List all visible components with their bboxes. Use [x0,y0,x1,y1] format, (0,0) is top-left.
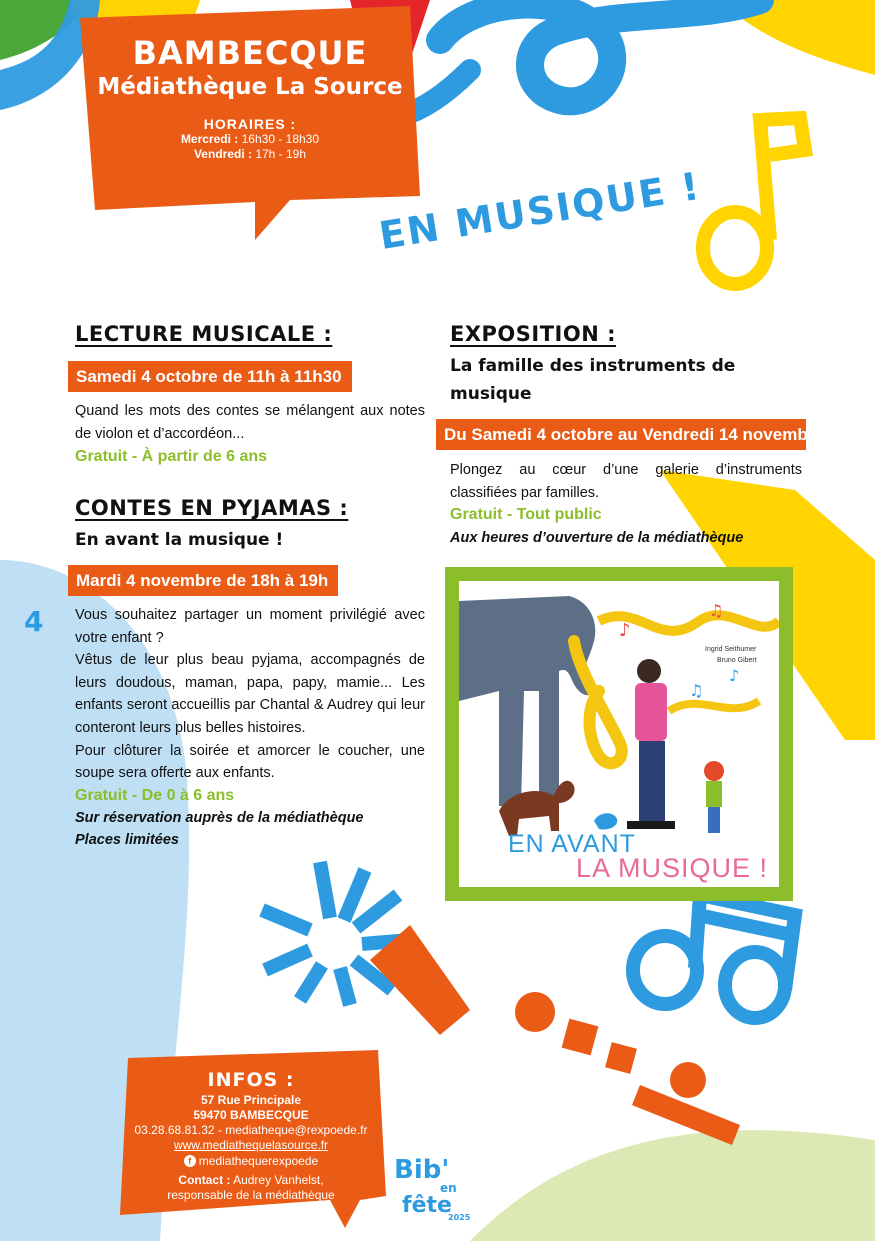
hours-line-wednesday: Mercredi : 16h30 - 18h30 [180,132,320,146]
orange-square-2 [605,1042,637,1074]
exposition-description: Plongez au cœur d’une galerie d’instruments classifiées par familles. [450,462,802,501]
page-number: 4 [24,605,44,638]
book-title-line1: EN AVANT [508,830,636,858]
blue-double-note [633,895,795,1018]
exposition-hours-note: Aux heures d’ouverture de la médiathèque [450,530,744,546]
info-title: INFOS : [207,1069,295,1091]
svg-text:♫: ♫ [689,681,704,700]
orange-circle [515,992,555,1032]
info-city: 59470 BAMBECQUE [193,1108,309,1122]
info-contact: Contact : Audrey Vanhelst, [178,1172,324,1187]
logo-line3: fête [402,1193,452,1218]
venue-name: Médiathèque La Source [97,74,403,100]
logo-year: 2025 [448,1213,471,1222]
town-name: BAMBECQUE [132,34,368,72]
book-author: Ingrid Seithumer [705,646,757,653]
contes-paragraph: Vous souhaitez partager un moment privilégié avec votre enfant ? [75,607,425,646]
musician-legs [639,741,665,821]
contes-paragraph: Pour clôturer la soirée et amorcer le coucher, une soupe sera offerte aux enfants. [75,742,425,782]
contes-body [75,604,425,851]
info-facebook[interactable] [120,1153,382,1169]
logo-line1: Bib' [394,1155,450,1185]
saxophone-illustration [574,641,622,763]
exposition-date-bar: Du Samedi 4 octobre au Vendredi 14 novembre [436,419,806,450]
yellow-note [703,118,805,284]
bird-illustration [594,813,617,829]
logo-line2: en [440,1181,457,1195]
contes-price: Gratuit - De 0 à 6 ans [75,786,235,804]
contes-paragraph: Vêtus de leur plus beau pyjama, accompagnés de leurs doudous, maman, papa, papy, mamie... Les enfants seront accueillis par Chantal & Audrey qui leur conteront leurs plus belles histoires. [75,652,425,736]
child-head [704,761,724,781]
blue-sunburst [262,862,410,1005]
hours-title: HORAIRES : [203,116,297,132]
contes-title: CONTES EN PYJAMAS : [75,496,349,520]
contes-date-bar: Mardi 4 novembre de 18h à 19h [68,565,338,596]
book-title-line2: LA MUSIQUE ! [576,853,769,883]
orange-square-1 [562,1019,599,1056]
lecture-price: Gratuit - À partir de 6 ans [75,448,268,465]
header [80,34,420,162]
book-illustrator: Bruno Gibert [717,657,757,664]
exposition-subtitle: La famille des instruments de musique [450,356,736,404]
music-ribbon-2 [669,701,759,711]
musician-shirt [635,683,667,741]
exposition-price: Gratuit - Tout public [450,506,602,523]
musician-shoes [627,821,675,829]
orange-circle-2 [670,1062,706,1098]
contes-reservation: Sur réservation auprès de la médiathèque [75,809,364,826]
musician-head [637,659,661,683]
info-phone-email[interactable]: 03.28.68.81.32 - mediatheque@rexpoede.fr [134,1123,368,1137]
child-legs [708,807,720,833]
light-green-shape [470,1130,875,1241]
info-website-link[interactable]: www.mediathequelasource.fr [173,1138,329,1152]
svg-text:♪: ♪ [619,620,631,641]
blue-loop [440,0,760,101]
theme-title: EN MUSIQUE ! [376,163,704,258]
lecture-description: Quand les mots des contes se mélangent aux notes de violon et d’accordéon... [75,403,425,442]
facebook-handle: mediathequerexpoede [198,1153,319,1168]
info-box [120,1067,382,1203]
exposition-title: EXPOSITION : [450,322,616,346]
svg-text:♫: ♫ [709,601,724,620]
lecture-section [75,322,332,346]
lecture-date-bar: Samedi 4 octobre de 11h à 11h30 [68,361,352,392]
info-street: 57 Rue Principale [200,1093,302,1107]
child-body [706,781,722,807]
bib-en-fete-logo [392,1150,472,1222]
elephant-illustration [459,596,595,806]
svg-text:♪: ♪ [729,666,740,685]
lecture-title: LECTURE MUSICALE : [75,322,333,346]
contes-limited: Places limitées [75,831,179,848]
info-contact-role: responsable de la médiathèque [167,1187,335,1202]
hours-line-friday: Vendredi : 17h - 19h [193,147,307,161]
facebook-icon: f [184,1155,196,1167]
contes-subtitle: En avant la musique ! [75,530,284,550]
